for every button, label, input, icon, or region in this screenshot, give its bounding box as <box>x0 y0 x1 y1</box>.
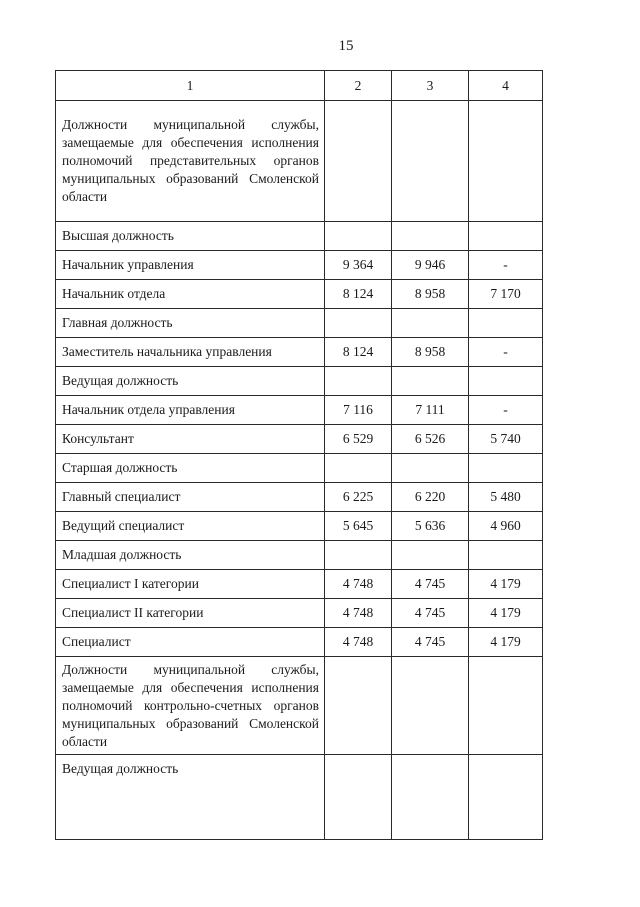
table-row <box>56 101 543 222</box>
value-cell: 7 111 <box>392 396 469 425</box>
value-cell: 9 946 <box>392 251 469 280</box>
value-cell: 8 958 <box>392 338 469 367</box>
value-cell: 7 170 <box>469 280 543 309</box>
salary-table <box>55 70 543 840</box>
value-cell: 4 179 <box>469 570 543 599</box>
table-row <box>56 657 543 755</box>
value-cell: 4 748 <box>325 599 392 628</box>
table-row <box>56 338 543 367</box>
value-cell: 9 364 <box>325 251 392 280</box>
value-cell <box>325 657 392 755</box>
value-cell: 5 480 <box>469 483 543 512</box>
table-row <box>56 425 543 454</box>
value-cell <box>325 309 392 338</box>
value-cell: 8 958 <box>392 280 469 309</box>
table-row <box>56 367 543 396</box>
value-cell: 8 124 <box>325 280 392 309</box>
value-cell: 4 745 <box>392 628 469 657</box>
value-cell: 6 220 <box>392 483 469 512</box>
value-cell <box>469 454 543 483</box>
value-cell: 4 745 <box>392 570 469 599</box>
table-row <box>56 280 543 309</box>
position-name: Ведущий специалист <box>56 512 325 541</box>
table-row <box>56 570 543 599</box>
position-name: Начальник управления <box>56 251 325 280</box>
value-cell <box>392 755 469 840</box>
value-cell <box>469 101 543 222</box>
value-cell <box>325 454 392 483</box>
value-cell: - <box>469 396 543 425</box>
position-name: Ведущая должность <box>56 367 325 396</box>
table-row <box>56 483 543 512</box>
value-cell <box>325 755 392 840</box>
position-name: Заместитель начальника управления <box>56 338 325 367</box>
value-cell: 5 645 <box>325 512 392 541</box>
table-row <box>56 628 543 657</box>
value-cell <box>469 541 543 570</box>
position-name: Консультант <box>56 425 325 454</box>
position-name: Специалист I категории <box>56 570 325 599</box>
position-name: Начальник отдела <box>56 280 325 309</box>
value-cell <box>325 222 392 251</box>
value-cell <box>392 309 469 338</box>
value-cell <box>392 657 469 755</box>
value-cell: 6 225 <box>325 483 392 512</box>
position-name: Специалист <box>56 628 325 657</box>
value-cell: 4 748 <box>325 570 392 599</box>
value-cell: 4 745 <box>392 599 469 628</box>
value-cell: 4 960 <box>469 512 543 541</box>
value-cell: 4 179 <box>469 599 543 628</box>
value-cell <box>469 309 543 338</box>
table-row <box>56 251 543 280</box>
position-name: Старшая должность <box>56 454 325 483</box>
value-cell <box>392 101 469 222</box>
column-header: 3 <box>392 71 469 101</box>
table-row <box>56 755 543 840</box>
value-cell: 5 740 <box>469 425 543 454</box>
position-name: Главная должность <box>56 309 325 338</box>
value-cell: 5 636 <box>392 512 469 541</box>
table-row <box>56 309 543 338</box>
value-cell: - <box>469 251 543 280</box>
value-cell <box>325 541 392 570</box>
value-cell: 4 179 <box>469 628 543 657</box>
value-cell <box>469 755 543 840</box>
position-name: Младшая должность <box>56 541 325 570</box>
page-number: 15 <box>338 38 354 54</box>
table-row <box>56 541 543 570</box>
column-header: 4 <box>469 71 543 101</box>
value-cell: - <box>469 338 543 367</box>
position-name: Начальник отдела управления <box>56 396 325 425</box>
value-cell: 8 124 <box>325 338 392 367</box>
column-header: 2 <box>325 71 392 101</box>
value-cell <box>469 222 543 251</box>
position-name: Ведущая должность <box>56 755 325 840</box>
value-cell: 6 529 <box>325 425 392 454</box>
position-name: Должности муниципальной службы, замещаемые для обеспечения исполнения полномочий представительных органов муниципальных образований Смоленской области <box>56 101 325 222</box>
table-header-row <box>56 71 543 101</box>
value-cell <box>469 657 543 755</box>
value-cell <box>325 101 392 222</box>
value-cell <box>325 367 392 396</box>
value-cell: 6 526 <box>392 425 469 454</box>
table-row <box>56 396 543 425</box>
value-cell <box>392 454 469 483</box>
value-cell <box>469 367 543 396</box>
table-row <box>56 222 543 251</box>
position-name: Высшая должность <box>56 222 325 251</box>
table-row <box>56 454 543 483</box>
value-cell: 4 748 <box>325 628 392 657</box>
position-name: Главный специалист <box>56 483 325 512</box>
position-name: Должности муниципальной службы, замещаемые для обеспечения исполнения полномочий контрольно-счетных органов муниципальных образований Смоленской области <box>56 657 325 755</box>
column-header: 1 <box>56 71 325 101</box>
value-cell <box>392 541 469 570</box>
table-row <box>56 512 543 541</box>
value-cell <box>392 222 469 251</box>
value-cell: 7 116 <box>325 396 392 425</box>
position-name: Специалист II категории <box>56 599 325 628</box>
value-cell <box>392 367 469 396</box>
table-row <box>56 599 543 628</box>
